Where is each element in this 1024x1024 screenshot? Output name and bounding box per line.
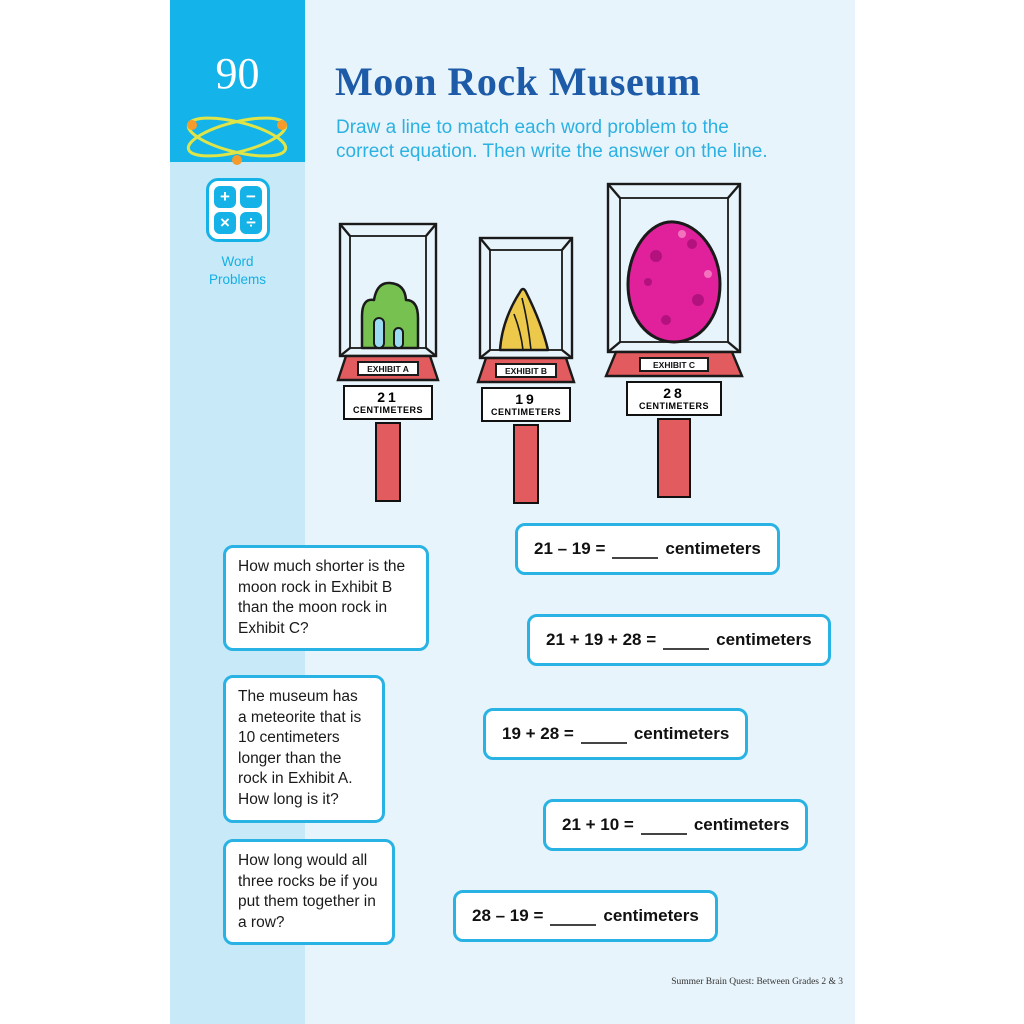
exhibit-c-label: EXHIBIT C [652,360,696,370]
answer-blank[interactable] [550,907,596,926]
measurement-value: 28 [663,385,685,401]
exhibit-c-measurement-sign [626,381,722,416]
answer-blank[interactable] [641,816,687,835]
word-problem-card[interactable]: How much shorter is the moon rock in Exhibit B than the moon rock in Exhibit C? [223,545,429,651]
exhibit-c-case-illustration [604,182,744,380]
math-operations-icon [206,178,270,242]
exhibit-b-label: EXHIBIT B [504,366,548,376]
equation-expression: 28 – 19 = [472,906,544,925]
equation-expression: 21 – 19 = [534,539,606,558]
footer-credit: Summer Brain Quest: Between Grades 2 & 3 [671,977,843,987]
equation-unit: centimeters [665,539,761,558]
exhibit-a [336,222,440,502]
pink-moon-rock [628,222,720,342]
equation-card[interactable] [527,614,831,666]
minus-icon: − [240,186,262,208]
exhibit-b [476,236,576,504]
equation-unit: centimeters [693,815,790,834]
instructions [336,116,816,165]
instructions-line2: correct equation. Then write the answer on the line. [336,141,768,163]
exhibit-a-label: EXHIBIT A [367,364,409,374]
page-number: 90 [215,49,260,98]
pedestal-post [375,422,401,502]
atom-icon [182,103,292,171]
equation-expression: 21 + 19 + 28 = [546,630,657,649]
measurement-value: 19 [515,391,537,407]
category-label [170,253,305,288]
exhibit-a-measurement-sign [343,385,433,420]
equation-expression: 19 + 28 = [502,724,574,743]
yellow-moon-rock [500,289,548,350]
equation-card[interactable] [453,890,718,942]
multiply-icon: × [214,212,236,234]
instructions-line1: Draw a line to match each word problem to the [336,117,729,138]
word-problem-card[interactable]: How long would all three rocks be if you put them together in a row? [223,839,395,945]
equation-card[interactable] [515,523,780,575]
exhibit-c [604,182,744,498]
pedestal-post [513,424,539,504]
measurement-unit: CENTIMETERS [352,405,423,415]
answer-blank[interactable] [581,725,627,744]
equation-unit: centimeters [633,724,730,743]
category-label-line2: Problems [208,271,267,287]
measurement-unit: CENTIMETERS [638,401,709,411]
exhibit-b-measurement-sign [481,387,571,422]
equation-unit: centimeters [716,630,812,649]
exhibit-b-case-illustration [476,236,576,386]
category-label-line1: Word [221,254,254,269]
green-moon-rock [362,283,418,348]
measurement-unit: CENTIMETERS [490,407,561,417]
page-title: Moon Rock Museum [335,59,701,104]
divide-icon: ÷ [240,212,262,234]
word-problem-card[interactable]: The museum has a meteorite that is 10 centimeters longer than the rock in Exhibit A. How long is it? [223,675,385,823]
plus-icon: + [214,186,236,208]
equation-card[interactable] [543,799,808,851]
equation-unit: centimeters [603,906,699,925]
measurement-value: 21 [377,389,399,405]
equation-card[interactable] [483,708,748,760]
equation-expression: 21 + 10 = [562,815,634,834]
answer-blank[interactable] [612,540,658,559]
answer-blank[interactable] [663,631,709,650]
pedestal-post [657,418,691,498]
exhibit-a-case-illustration [336,222,440,384]
